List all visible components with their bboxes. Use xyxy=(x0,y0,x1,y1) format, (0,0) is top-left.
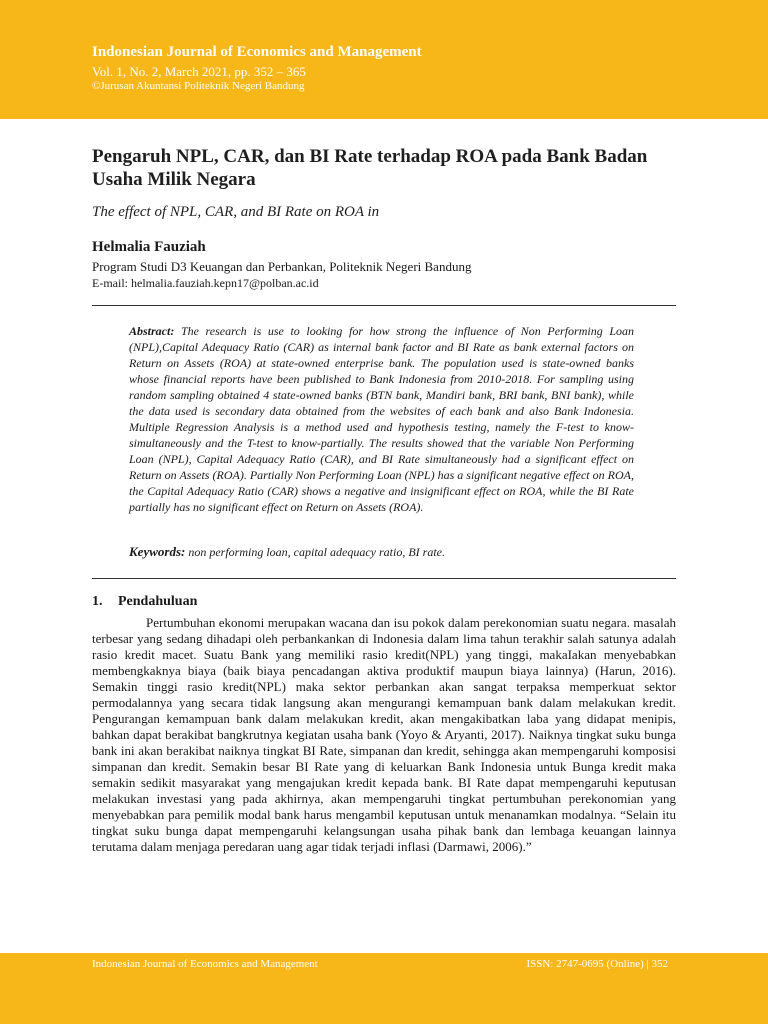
abstract xyxy=(129,323,634,515)
author-email: E-mail: helmalia.fauziah.kepn17@polban.ac.id xyxy=(92,276,319,290)
copyright-notice: ©Jurusan Akuntansi Politeknik Negeri Bandung xyxy=(92,80,305,92)
section-title: Pendahuluan xyxy=(118,594,198,609)
body-paragraph-text: Pertumbuhan ekonomi merupakan wacana dan isu pokok dalam perekonomian suatu negara. masalah terbesar yang sedang dihadapi oleh perbankankan di Indonesia dalam lima tahun terakhir salah satunya adalah rasio kredit macet. Suatu Bank yang memiliki rasio kredit(NPL) yang tinggi, makaIakan menyebabkan membengkaknya biaya (baik biaya pencadangan aktiva produktif maupun biaya lainnya) (Harun, 2016). Semakin tinggi rasio kredit(NPL) maka sektor perbankan akan sangat terpaksa memperkuat sektor permodalannya yang secara tidak langsung akan mengurangi kemampuan bank dalam melakukan kredit. Pengurangan kemampuan bank dalam melakukan kredit, akan mengakibatkan laba yang didapat menipis, bahkan dapat berakibat bangkrutnya kegiatan usaha bank (Yoyo & Aryanti, 2017). Naiknya tingkat suku bunga bank ini akan berakibat naiknya tingkat BI Rate, simpanan dan kredit, sehingga akan mempengaruhi komposisi simpanan dan kredit. Semakin besar BI Rate yang di keluarkan Bank Indonesia untuk Bunga kredit maka semakin sedikit masyarakat yang mengajukan kredit kepada bank. BI Rate dapat mempengaruhi keputusan melakukan investasi yang pada akhirnya, akan mempengaruhi tingkat pertumbuhan perekonomian yang menyebabkan para pemilik modal bank harus mengambil keputusan untuk menanamkan modalnya. “Selain itu tingkat suku bunga dapat mempengaruhi kelangsungan usaha pihak bank dan lembaga keuangan lainnya terutama dalam menjaga peredaran uang agar tidak terjadi inflasi (Darmawi, 2006).” xyxy=(92,615,676,854)
article-subtitle: The effect of NPL, CAR, and BI Rate on ROA in xyxy=(92,204,380,220)
divider-top xyxy=(92,305,676,306)
volume-info: Vol. 1, No. 2, March 2021, pp. 352 – 365 xyxy=(92,64,306,79)
section-number: 1. xyxy=(92,594,103,609)
keywords-label: Keywords: xyxy=(129,544,186,559)
journal-name: Indonesian Journal of Economics and Management xyxy=(92,44,422,60)
abstract-label: Abstract: xyxy=(129,324,175,338)
divider-bottom xyxy=(92,578,676,579)
keywords xyxy=(129,544,634,560)
keywords-text: non performing loan, capital adequacy ratio, BI rate. xyxy=(188,545,445,559)
author-name: Helmalia Fauziah xyxy=(92,239,206,255)
abstract-text: The research is use to looking for how strong the influence of Non Performing Loan (NPL),Capital Adequacy Ratio (CAR) as internal bank factor and BI Rate as bank external factors on Return on Assets (ROA) at state-owned enterprise bank. The population used is state-owned banks whose financial reports have been published to Bank Indonesia from 2010-2018. For sampling using random sampling obtained 4 state-owned banks (BTN bank, Mandiri bank, BRI bank, BNI bank), while the data used is secondary data obtained from the websites of each bank and also Bank Indonesia. Multiple Regression Analysis is a method used and hypothesis testing, namely the F-test to know-simultaneously and the T-test to know-partially. The results showed that the variable Non Performing Loan (NPL), Capital Adequacy Ratio (CAR), and BI Rate simultaneously had a significant effect on Return on Assets (ROA). Partially Non Performing Loan (NPL) has a significant negative effect on ROA, the Capital Adequacy Ratio (CAR) shows a negative and insignificant effect on ROA, while the BI Rate partially has no significant effect on Return on Assets (ROA). xyxy=(129,324,634,514)
article-title: Pengaruh NPL, CAR, dan BI Rate terhadap ROA pada Bank Badan Usaha Milik Negara xyxy=(92,146,648,190)
section-heading xyxy=(92,594,197,610)
footer-journal-name: Indonesian Journal of Economics and Management xyxy=(92,958,318,970)
author-affiliation: Program Studi D3 Keuangan dan Perbankan, Politeknik Negeri Bandung xyxy=(92,259,472,274)
body-paragraph xyxy=(92,615,676,855)
footer-issn-page: ISSN: 2747-0695 (Online) | 352 xyxy=(526,958,668,970)
